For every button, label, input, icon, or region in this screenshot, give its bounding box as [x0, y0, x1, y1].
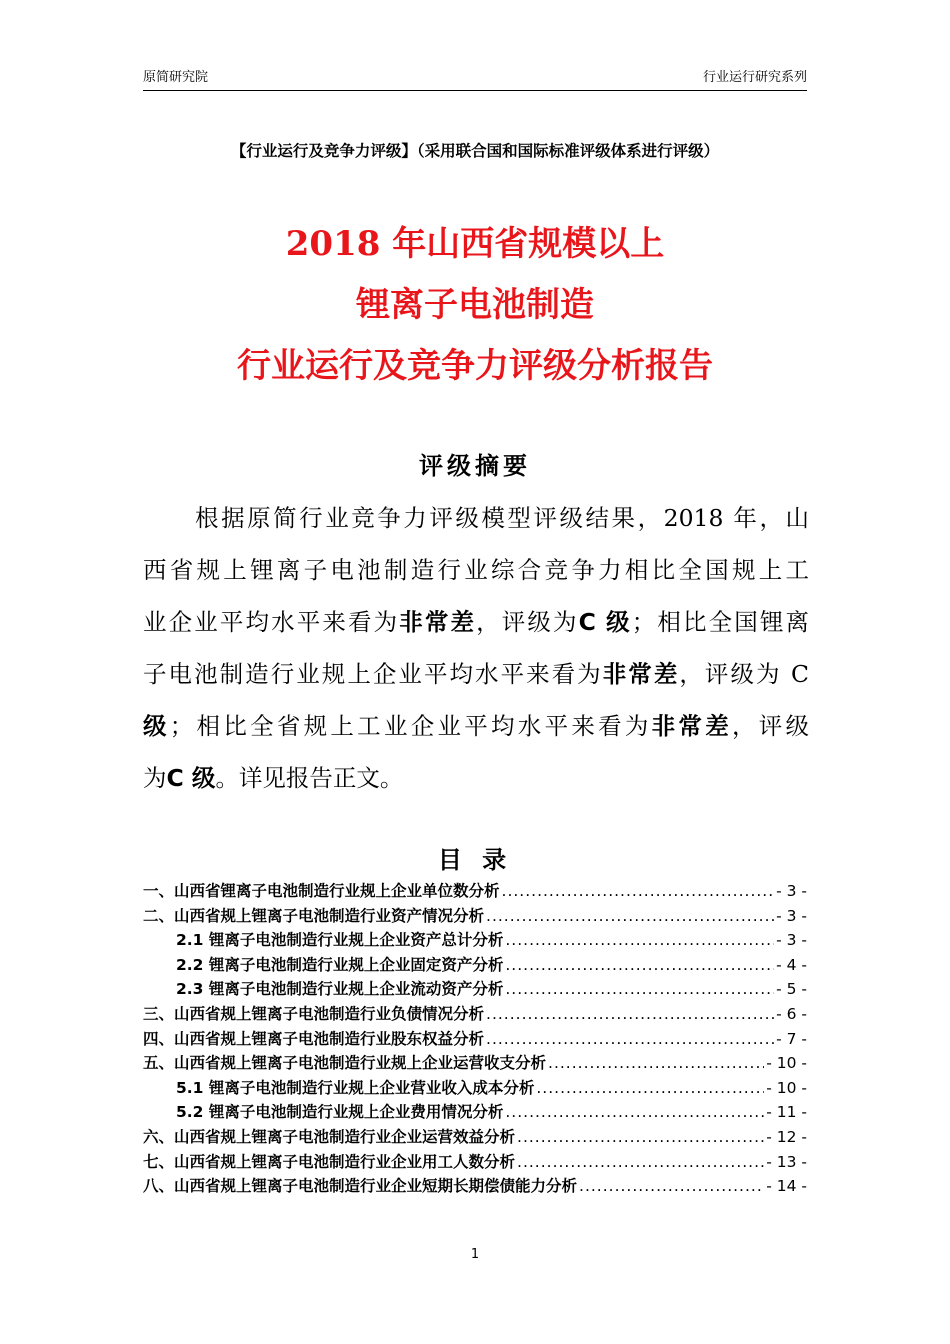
toc-item-title: 七、山西省规上锂离子电池制造行业企业用工人数分析 — [143, 1152, 516, 1171]
header-publisher: 原简研究院 — [143, 70, 209, 85]
toc-item-title: 5.2 锂离子电池制造行业规上企业费用情况分析 — [176, 1103, 504, 1122]
summary-text: ；相比全省规上工业企业平均水平来看为 — [169, 712, 652, 740]
toc-item-page: - 10 - — [766, 1078, 807, 1097]
toc-item-title: 5.1 锂离子电池制造行业规上企业营业收入成本分析 — [176, 1078, 535, 1097]
toc-item[interactable] — [143, 879, 807, 904]
toc-item-page: - 14 - — [766, 1177, 807, 1196]
toc-item[interactable] — [143, 1027, 807, 1052]
summary-paragraph — [143, 492, 809, 804]
title-line-1: 2018 年山西省规模以上 — [285, 224, 665, 264]
toc-item-title: 2.3 锂离子电池制造行业规上企业流动资产分析 — [176, 980, 504, 999]
toc-item-page: - 13 - — [766, 1152, 807, 1171]
rating-verdict: 非常差 — [399, 608, 477, 636]
summary-line-4 — [143, 648, 809, 700]
toc-item-title: 二、山西省规上锂离子电池制造行业资产情况分析 — [143, 906, 485, 925]
table-of-contents — [143, 879, 807, 1199]
header-divider — [143, 90, 807, 91]
toc-heading: 目 录 — [437, 846, 513, 874]
summary-text: 为 — [143, 764, 167, 792]
summary-text: 子电池制造行业规上企业平均水平来看为 — [143, 660, 603, 688]
summary-text: ；相比全国锂离 — [631, 608, 810, 636]
toc-leader — [505, 980, 774, 998]
toc-subitem[interactable] — [143, 1076, 807, 1101]
toc-item[interactable] — [143, 1051, 807, 1076]
summary-line-6 — [143, 752, 809, 804]
summary-text: ，评级 — [731, 712, 810, 740]
toc-item-title: 五、山西省规上锂离子电池制造行业规上企业运营收支分析 — [143, 1054, 547, 1073]
toc-item-page: - 4 - — [776, 955, 807, 974]
toc-item-page: - 7 - — [776, 1029, 807, 1048]
toc-item[interactable] — [143, 904, 807, 929]
toc-item-title: 一、山西省锂离子电池制造行业规上企业单位数分析 — [143, 882, 500, 900]
toc-subitem[interactable] — [143, 953, 807, 978]
rating-verdict: 非常差 — [602, 660, 680, 688]
toc-item-title: 2.2 锂离子电池制造行业规上企业固定资产分析 — [176, 955, 504, 974]
toc-subitem[interactable] — [143, 977, 807, 1002]
summary-text: 。详见报告正文。 — [215, 764, 404, 792]
toc-leader — [505, 956, 774, 974]
page-number: 1 — [470, 1247, 480, 1262]
summary-text: ，评级为 — [476, 608, 579, 636]
toc-item-title: 四、山西省规上锂离子电池制造行业股东权益分析 — [143, 1029, 485, 1048]
toc-item-title: 三、山西省规上锂离子电池制造行业负债情况分析 — [143, 1004, 485, 1023]
toc-leader — [517, 1153, 764, 1171]
summary-heading: 评级摘要 — [419, 452, 531, 480]
toc-item[interactable] — [143, 1150, 807, 1175]
toc-item[interactable] — [143, 1002, 807, 1027]
page-header — [143, 66, 807, 88]
rating-grade: C 级 — [578, 608, 632, 636]
toc-leader — [517, 1128, 764, 1146]
toc-leader — [486, 1030, 774, 1048]
title-line-2: 锂离子电池制造 — [356, 285, 594, 325]
toc-item-page: - 5 - — [776, 980, 807, 999]
header-series: 行业运行研究系列 — [702, 70, 807, 85]
toc-leader — [486, 907, 774, 925]
toc-item-page: - 11 - — [766, 1103, 807, 1122]
toc-item[interactable] — [143, 1174, 807, 1199]
toc-item[interactable] — [143, 1125, 807, 1150]
summary-line-3 — [143, 596, 809, 648]
title-line-3: 行业运行及竞争力评级分析报告 — [237, 346, 713, 386]
toc-leader — [536, 1079, 764, 1097]
toc-item-page: - 3 - — [776, 882, 807, 900]
toc-item-title: 2.1 锂离子电池制造行业规上企业资产总计分析 — [176, 931, 504, 950]
toc-leader — [579, 1177, 764, 1195]
rating-grade: C 级 — [166, 764, 216, 792]
toc-subitem[interactable] — [143, 1100, 807, 1125]
rating-note: 【行业运行及竞争力评级】（采用联合国和国际标准评级体系进行评级） — [230, 142, 720, 160]
toc-leader — [502, 882, 775, 900]
rating-verdict: 非常差 — [651, 712, 732, 740]
toc-item-title: 八、山西省规上锂离子电池制造行业企业短期长期偿债能力分析 — [143, 1177, 578, 1196]
summary-text: ，评级为 C — [679, 660, 810, 688]
toc-item-title: 六、山西省规上锂离子电池制造行业企业运营效益分析 — [143, 1127, 516, 1146]
rating-grade: 级 — [143, 712, 170, 740]
report-title — [100, 214, 850, 397]
summary-line-1: 根据原简行业竞争力评级模型评级结果，2018 年，山 — [143, 504, 809, 532]
toc-leader — [486, 1005, 774, 1023]
summary-line-2: 西省规上锂离子电池制造行业综合竞争力相比全国规上工 — [143, 556, 809, 584]
toc-item-page: - 12 - — [766, 1127, 807, 1146]
toc-leader — [548, 1054, 764, 1072]
summary-line-5 — [143, 700, 809, 752]
toc-subitem[interactable] — [143, 928, 807, 953]
summary-text: 业企业平均水平来看为 — [143, 608, 400, 636]
toc-item-page: - 3 - — [776, 906, 807, 925]
toc-item-page: - 3 - — [776, 931, 807, 950]
toc-item-page: - 10 - — [766, 1054, 807, 1073]
toc-item-page: - 6 - — [776, 1004, 807, 1023]
toc-leader — [505, 931, 774, 949]
toc-leader — [505, 1103, 764, 1121]
